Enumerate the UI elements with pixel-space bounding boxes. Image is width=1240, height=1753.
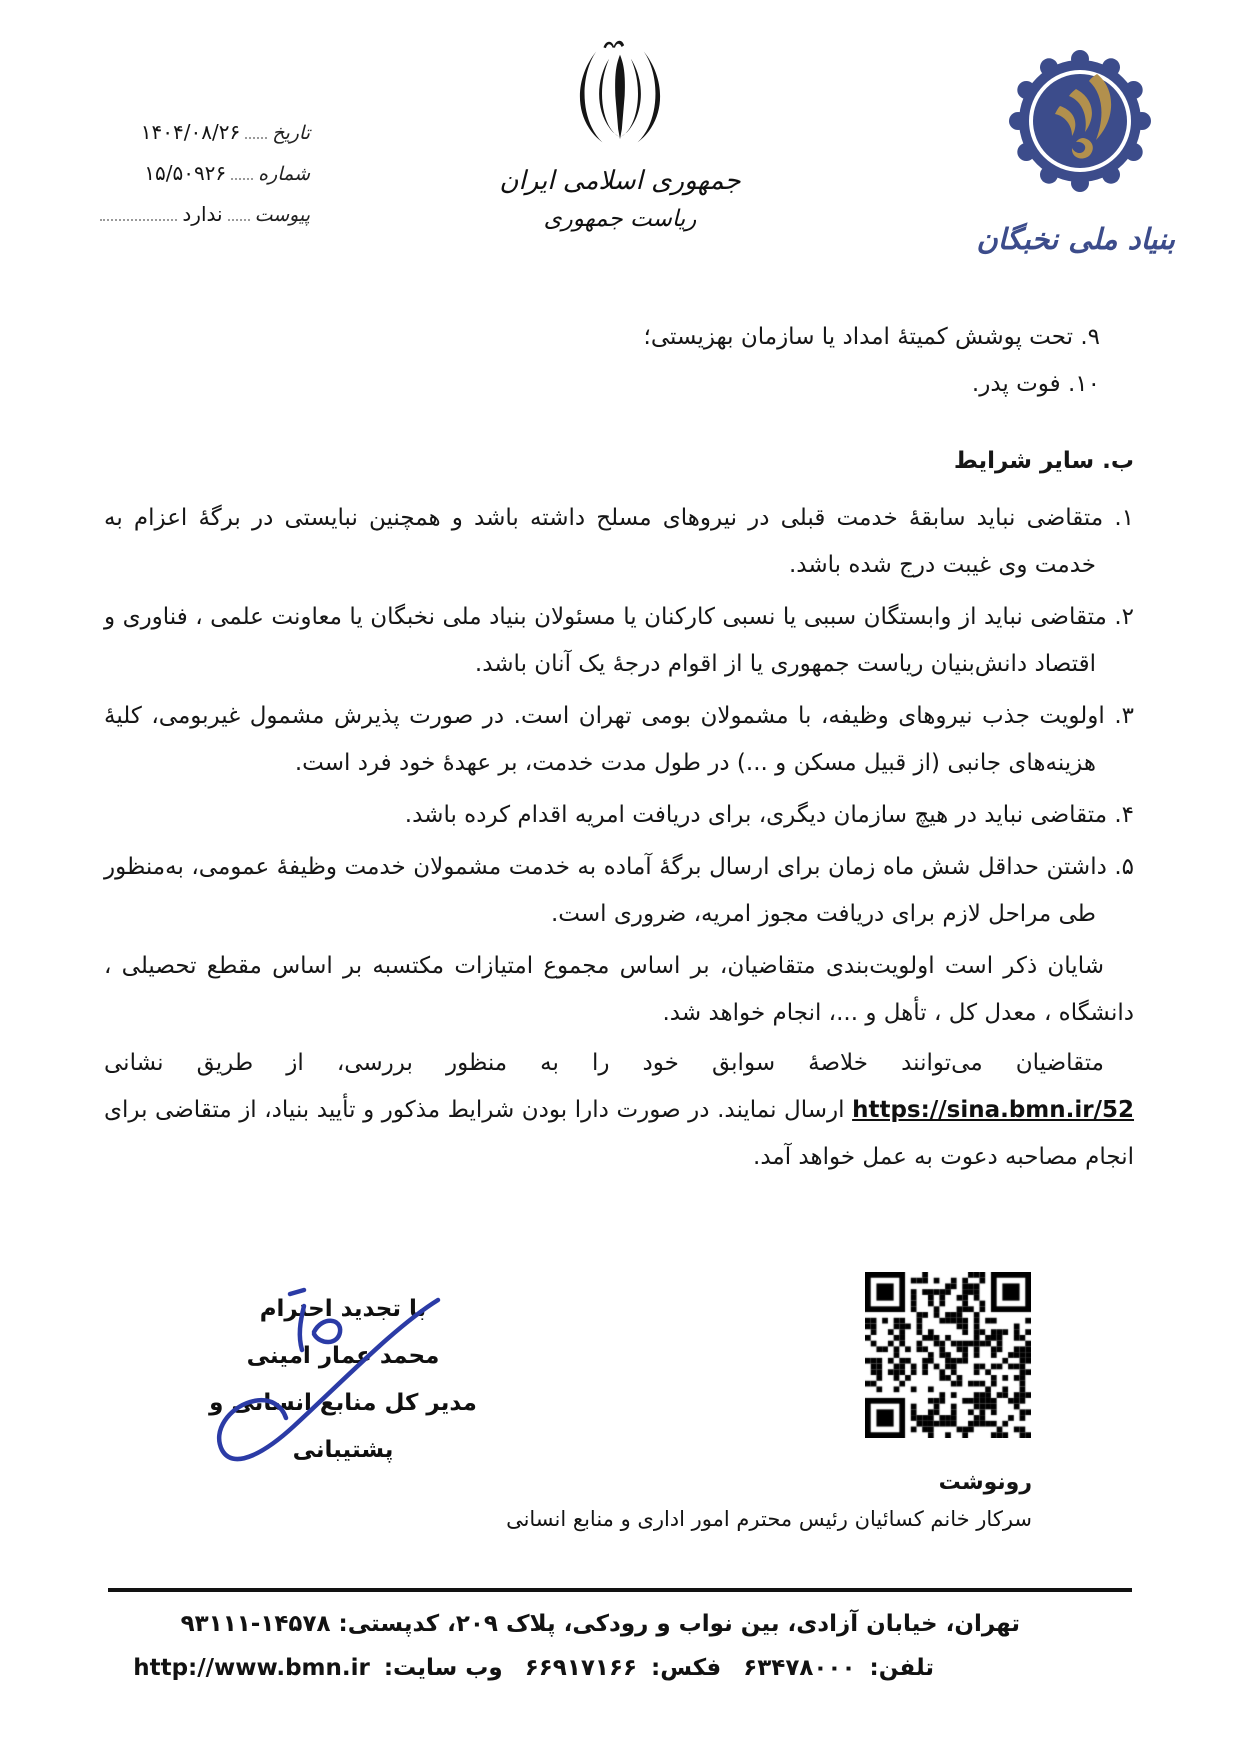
attachment-label: پیوست: [254, 204, 310, 226]
letterhead-meta: [95, 120, 310, 243]
copy-to-heading: رونوشت: [938, 1470, 1032, 1495]
website-label: وب سایت:: [383, 1655, 503, 1681]
iran-emblem-icon: [558, 36, 682, 162]
list-item-10: ۱۰. فوت پدر.: [971, 371, 1100, 397]
footer-divider: [108, 1588, 1132, 1592]
signature-salutation: با تجدید احترام: [259, 1296, 427, 1322]
signatory-name: محمد عمار امینی: [246, 1343, 440, 1369]
bmn-logo-title: بنیاد ملی نخبگان: [976, 222, 1175, 256]
list-item-9: ۹. تحت پوشش کمیتهٔ امداد یا سازمان بهزیستی؛: [643, 324, 1100, 350]
footer-contacts: [108, 1646, 1132, 1690]
dotted-leader: [228, 219, 250, 221]
bmn-logo-block: [976, 48, 1175, 256]
phone-label: تلفن:: [869, 1655, 934, 1681]
phone-value: ۶۳۴۷۸۰۰۰: [743, 1655, 856, 1681]
fax-label: فکس:: [651, 1655, 722, 1681]
number-value: ۱۵/۵۰۹۲۶: [144, 161, 227, 185]
application-text-after-link: ارسال نمایند. در صورت دارا بودن شرایط مذکور و تأیید بنیاد، از متقاضی برای انجام مصاحبه دعوت به عمل خواهد آمد.: [104, 1097, 1134, 1170]
footer: [108, 1602, 1132, 1690]
date-value: ۱۴۰۴/۰۸/۲۶: [140, 120, 241, 144]
dotted-leader: [245, 137, 267, 139]
qr-code: [865, 1272, 1031, 1438]
condition-item-4: ۴. متقاضی نباید در هیچ سازمان دیگری، برای دریافت امریه اقدام کرده باشد.: [404, 802, 1134, 828]
attachment-value: ندارد: [182, 202, 223, 226]
application-text-before-link: متقاضیان می‌توانند خلاصهٔ سوابق خود را به منظور بررسی، از طریق نشانی: [104, 1050, 1104, 1076]
fax-value: ۶۶۹۱۷۱۶۶: [524, 1655, 638, 1681]
condition-item-3: ۳. اولویت جذب نیروهای وظیفه، با مشمولان بومی تهران است. در صورت پذیرش مشمول غیربومی، کلیهٔ هزینه‌های جانبی (از قبیل مسکن و ...) در طول مدت خدمت، بر عهدهٔ خود فرد است.: [104, 703, 1134, 776]
condition-item-1: ۱. متقاضی نباید سابقهٔ خدمت قبلی در نیروهای مسلح داشته باشد و همچنین نبایستی در برگهٔ اعزام به خدمت وی غیبت درج شده باشد.: [104, 505, 1134, 578]
date-label: تاریخ: [272, 122, 310, 144]
condition-item-2: ۲. متقاضی نباید از وابستگان سببی یا نسبی کارکنان یا مسئولان بنیاد ملی نخبگان یا معاونت علمی ، فناوری و اقتصاد دانش‌بنیان ریاست جمهوری یا از اقوام درجهٔ یک آنان باشد.: [104, 604, 1134, 677]
priority-note-paragraph: شایان ذکر است اولویت‌بندی متقاضیان، بر اساس مجموع امتیازات مکتسبه بر اساس مقطع تحصیلی ، دانشگاه ، معدل کل ، تأهل و ...، انجام خواهد شد.: [104, 953, 1134, 1026]
signatory-title: مدیر کل منابع انسانی و پشتیبانی: [209, 1390, 477, 1463]
bmn-logo-icon: [1005, 48, 1155, 198]
dotted-leader: [100, 219, 177, 221]
condition-item-5: ۵. داشتن حداقل شش ماه زمان برای ارسال برگهٔ آماده به خدمت مشمولان خدمت وظیفهٔ عمومی، به‌منظور طی مراحل لازم برای دریافت مجوز امریه، ضروری است.: [104, 854, 1134, 927]
attachment-row: [95, 202, 310, 226]
section-heading-other-conditions: ب. سایر شرایط: [953, 448, 1134, 474]
sina-link[interactable]: https://sina.bmn.ir/52: [852, 1097, 1135, 1123]
website-value: http://www.bmn.ir: [133, 1655, 370, 1681]
number-row: [95, 161, 310, 185]
signature-block: [188, 1286, 498, 1474]
dotted-leader: [231, 178, 253, 180]
footer-address: تهران، خیابان آزادی، بین نواب و رودکی، پلاک ۲۰۹، کدپستی: ۱۴۵۷۸-۹۳۱۱۱: [180, 1611, 1020, 1637]
number-label: شماره: [258, 163, 310, 185]
application-paragraph: [104, 1040, 1134, 1181]
date-row: [95, 120, 310, 144]
copy-to-block: [506, 1470, 1032, 1531]
emblem-subtitle: ریاست جمهوری: [543, 206, 697, 232]
letter-body: [104, 314, 1134, 1181]
emblem-title: جمهوری اسلامی ایران: [499, 166, 741, 196]
copy-to-recipient: سرکار خانم کسائیان رئیس محترم امور اداری و منابع انسانی: [506, 1507, 1032, 1531]
